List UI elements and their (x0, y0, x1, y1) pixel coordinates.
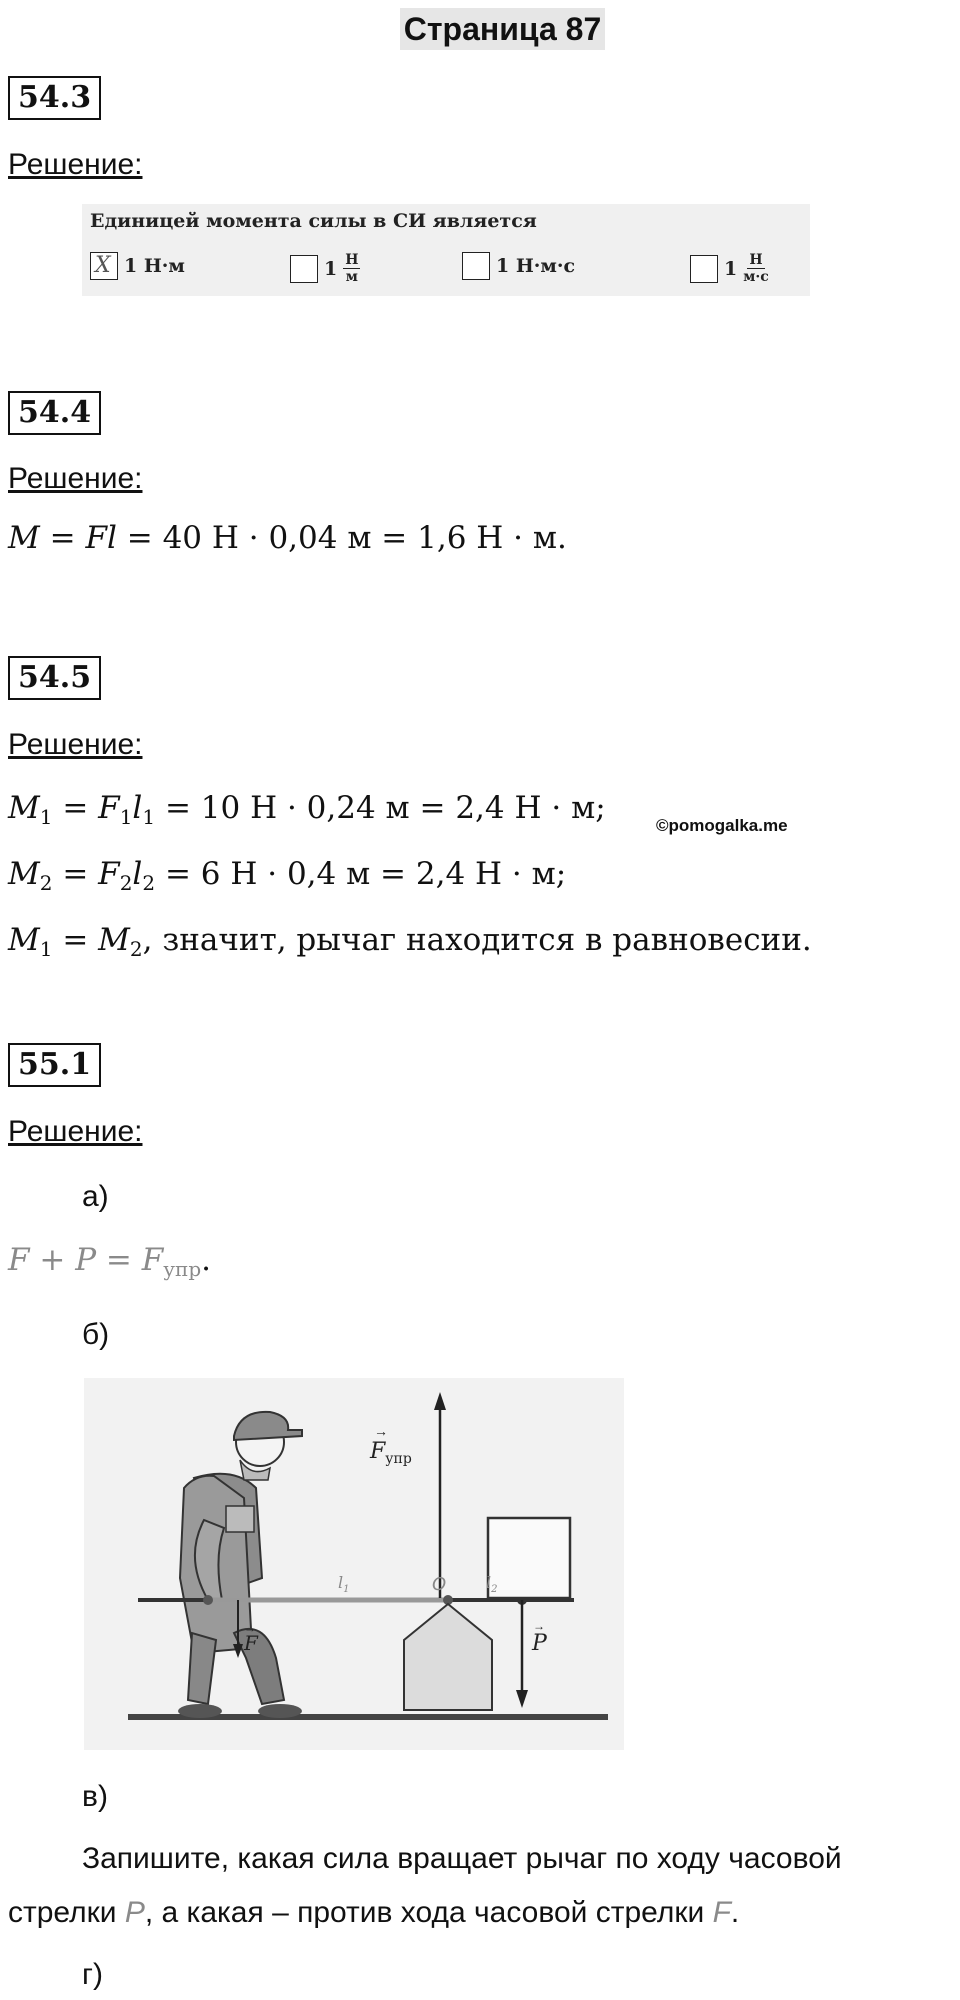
question-text-line1: Запишите, какая сила вращает рычаг по ходу часовой (82, 1842, 842, 1875)
option-label: 1 Н·м (124, 255, 185, 277)
question-text-line2: стрелки P, а какая – против хода часовой стрелки F. (8, 1896, 740, 1929)
svg-text:l2: $l_2$ (486, 1573, 498, 1595)
option-3[interactable] (462, 252, 575, 280)
problem-number-54-5: 54.5 (8, 656, 101, 700)
lever-figure (84, 1378, 624, 1750)
svg-text:P: P (532, 1631, 547, 1656)
option-label: 1 Н·м·с (496, 255, 576, 277)
quiz-question: Единицей момента силы в СИ является (90, 210, 537, 232)
option-4[interactable] (690, 252, 769, 285)
option-2[interactable] (290, 252, 360, 285)
solution-label: Решение: (8, 728, 143, 761)
formula-54-4: M = Fl = 40 Н · 0,04 м = 1,6 Н · м. (8, 520, 567, 556)
checkbox-checked[interactable] (90, 252, 118, 280)
checkbox[interactable] (690, 255, 718, 283)
formula-54-5-line3: M1 = M2, значит, рычаг находится в равновесии. (8, 922, 812, 961)
svg-text:→: → (374, 1423, 388, 1439)
option-1[interactable] (90, 252, 185, 280)
option-label: 1 (324, 257, 338, 280)
svg-text:Fупр: $F_{упр}$ (370, 1439, 412, 1467)
item-b: б) (82, 1318, 110, 1351)
problem-number-55-1: 55.1 (8, 1043, 101, 1087)
page-title: Страница 87 (400, 8, 605, 50)
watermark: ©pomogalka.me (656, 816, 788, 835)
svg-text:l1: $l_1$ (338, 1573, 350, 1595)
checkbox[interactable] (462, 252, 490, 280)
svg-text:→: → (533, 1619, 545, 1633)
svg-text:→: → (244, 1621, 256, 1635)
problem-number-54-4: 54.4 (8, 391, 101, 435)
solution-label: Решение: (8, 1115, 143, 1148)
problem-number-54-3: 54.3 (8, 76, 101, 120)
solution-label: Решение: (8, 148, 143, 181)
quiz-box (82, 204, 810, 296)
fraction: $\frac{Н}{м}$ (345, 252, 359, 285)
formula-54-5-line2: M2 = F2l2 = 6 Н · 0,4 м = 2,4 Н · м; (8, 856, 567, 895)
item-v: в) (82, 1780, 108, 1813)
formula-54-5-line1: M1 = F1l1 = 10 Н · 0,24 м = 2,4 Н · м; (8, 790, 606, 829)
item-g: г) (82, 1958, 103, 1991)
solution-label: Решение: (8, 462, 143, 495)
formula-55-1: F + P = Fупр. (8, 1242, 212, 1281)
option-label: 1 (724, 257, 738, 280)
svg-text:F: F (244, 1631, 258, 1655)
item-a: а) (82, 1180, 109, 1213)
checkbox[interactable] (290, 255, 318, 283)
fraction: $\frac{Н}{м\cdot с}$ (743, 252, 769, 285)
weight-box (488, 1518, 570, 1598)
svg-text:O: O (432, 1574, 447, 1595)
